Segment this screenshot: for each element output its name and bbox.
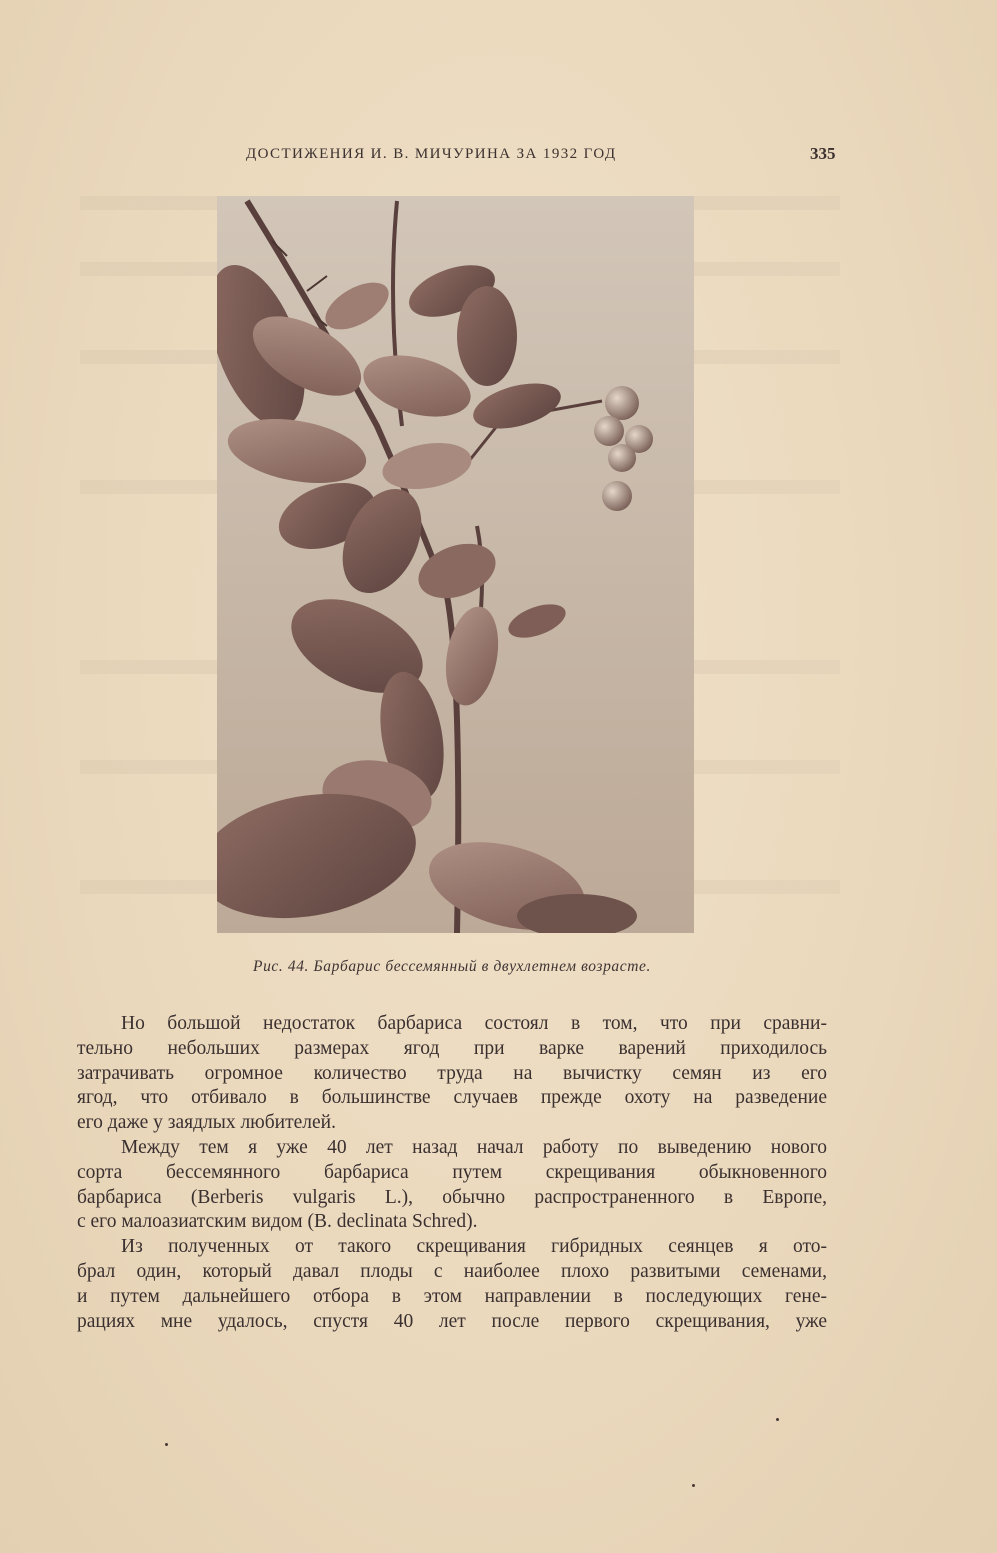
paper-speck [776,1418,779,1421]
barberry-illustration [217,196,694,933]
paper-speck [165,1443,168,1446]
text-line: сорта бессемянного барбариса путем скрещивания обыкновенного [77,1161,827,1183]
paper-speck [692,1484,695,1487]
text-line: и путем дальнейшего отбора в этом направлении в последующих гене- [77,1285,827,1307]
text-line: ягод, что отбивало в большинстве случаев прежде охоту на разведение [77,1087,827,1109]
text-line: с его малоазиатским видом (B. declinata Schred). [77,1211,478,1233]
barberry-photo [217,196,694,933]
text-line: его даже у заядлых любителей. [77,1112,336,1134]
body-text [77,1012,827,1334]
running-head: ДОСТИЖЕНИЯ И. В. МИЧУРИНА ЗА 1932 ГОД [246,146,617,162]
text-line: Из полученных от такого скрещивания гибридных сеянцев я ото- [121,1236,827,1258]
text-line: тельно небольших размерах ягод при варке варений приходилось [77,1037,827,1059]
text-line: рациях мне удалось, спустя 40 лет после первого скрещивания, уже [77,1310,827,1332]
figure-caption: Рис. 44. Барбарис бессемянный в двухлетнем возрасте. [253,958,651,975]
text-line: барбариса (Berberis vulgaris L.), обычно распространенного в Европе, [77,1186,827,1208]
text-line: Но большой недостаток барбариса состоял в том, что при сравни- [121,1013,827,1034]
page-number: 335 [810,144,836,163]
text-line: затрачивать огромное количество труда на вычистку семян из его [77,1062,827,1084]
text-line: брал один, который давал плоды с наиболее плохо развитыми семенами, [77,1260,827,1282]
text-line: Между тем я уже 40 лет назад начал работу по выведению нового [121,1136,827,1158]
